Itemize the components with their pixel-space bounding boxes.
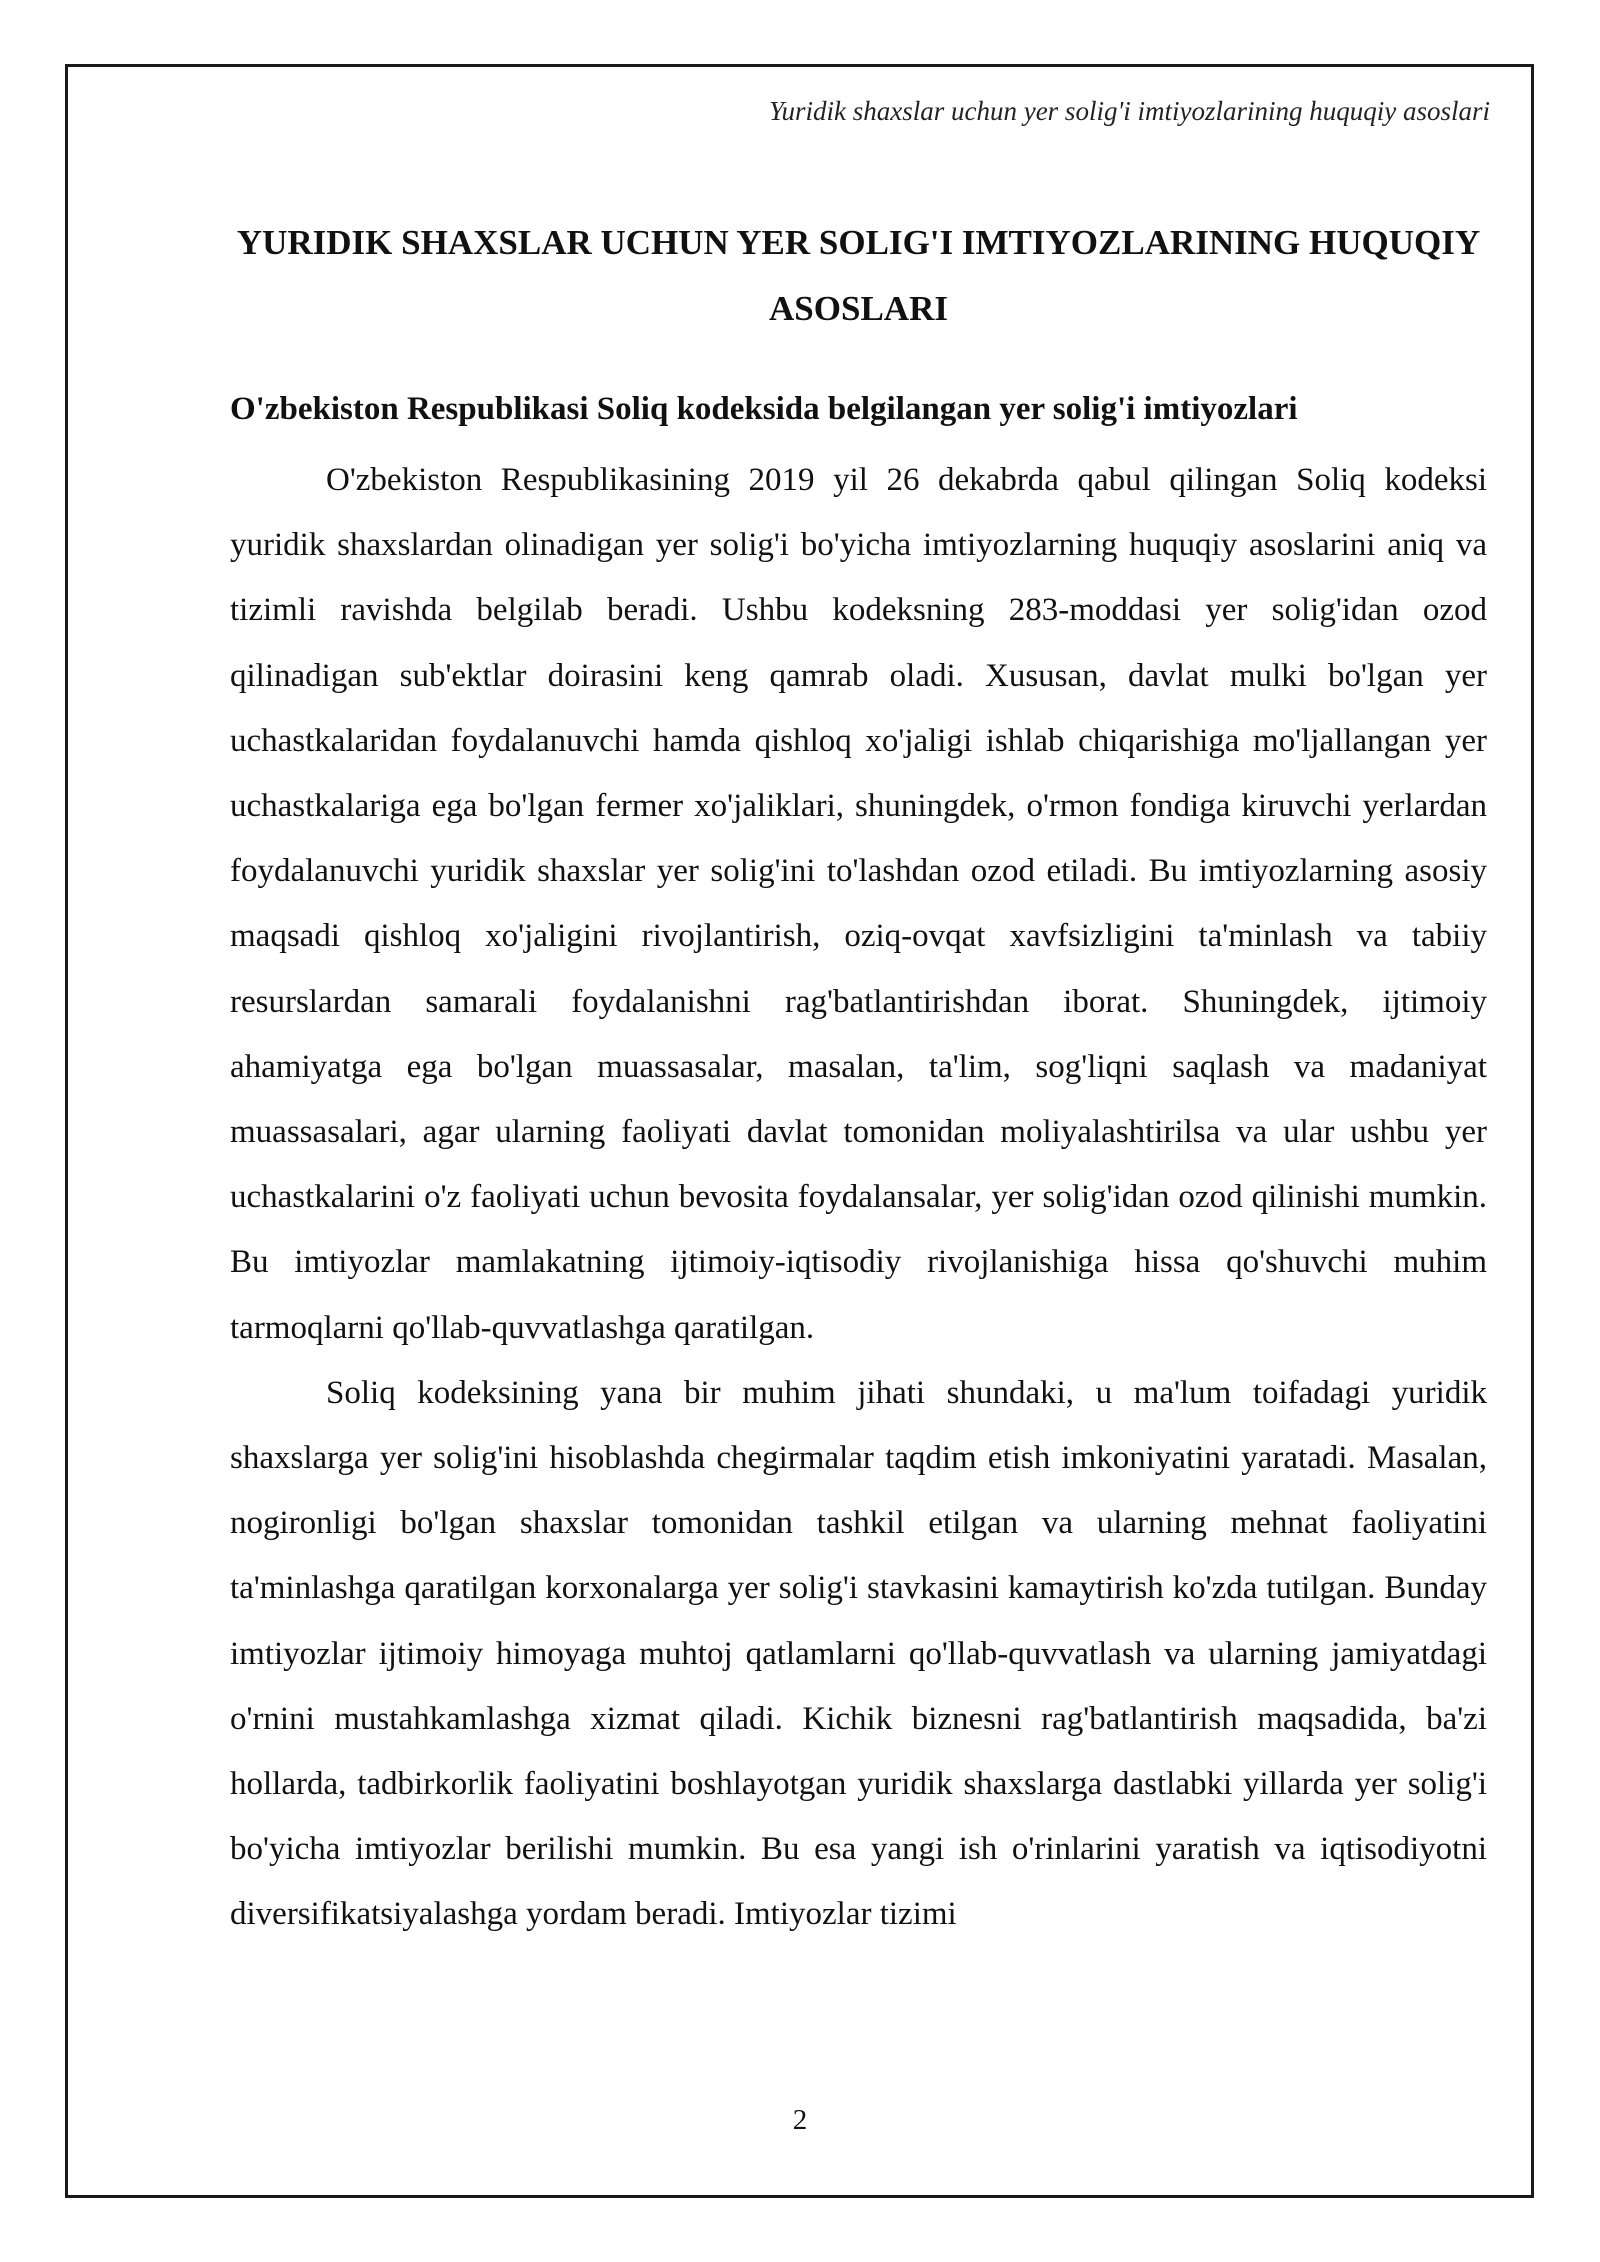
running-header: Yuridik shaxslar uchun yer solig'i imtiyozlarining huquqiy asoslari [768,96,1490,126]
document-body [230,210,1487,1948]
body-paragraph-1: O'zbekiston Respublikasining 2019 yil 26 dekabrda qabul qilingan Soliq kodeksi yuridik shaxslardan olinadigan yer solig'i bo'yicha imtiyozlarning huquqiy asoslarini aniq va tizimli ravishda belgilab beradi. Ushbu kodeksning 283-moddasi yer solig'idan ozod qilinadigan sub'ektlar doirasini keng qamrab oladi. Xususan, davlat mulki bo'lgan yer uchastkalaridan foydalanuvchi hamda qishloq xo'jaligi ishlab chiqarishiga mo'ljallangan yer uchastkalariga ega bo'lgan fermer xo'jaliklari, shuningdek, o'rmon fondiga kiruvchi yerlardan foydalanuvchi yuridik shaxslar yer solig'ini to'lashdan ozod etiladi. Bu imtiyozlarning asosiy maqsadi qishloq xo'jaligini rivojlantirish, oziq-ovqat xavfsizligini ta'minlash va tabiiy resurslardan samarali foydalanishni rag'batlantirishdan iborat. Shuningdek, ijtimoiy ahamiyatga ega bo'lgan muassasalar, masalan, ta'lim, sog'liqni saqlash va madaniyat muassasalari, agar ularning faoliyati davlat tomonidan moliyalashtirilsa va ular ushbu yer uchastkalarini o'z faoliyati uchun bevosita foydalansalar, yer solig'idan ozod qilinishi mumkin. Bu imtiyozlar mamlakatning ijtimoiy-iqtisodiy rivojlanishiga hissa qo'shuvchi muhim tarmoqlarni qo'llab-quvvatlashga qaratilgan. [230,462,1487,1346]
page-number: 2 [792,2104,808,2136]
section-heading: O'zbekiston Respublikasi Soliq kodeksida belgilangan yer solig'i imtiyozlari [230,391,1298,427]
body-paragraph-2: Soliq kodeksining yana bir muhim jihati shundaki, u ma'lum toifadagi yuridik shaxslarga yer solig'ini hisoblashda chegirmalar taqdim etish imkoniyatini yaratadi. Masalan, nogironligi bo'lgan shaxslar tomonidan tashkil etilgan va ularning mehnat faoliyatini ta'minlashga qaratilgan korxonalarga yer solig'i stavkasini kamaytirish ko'zda tutilgan. Bunday imtiyozlar ijtimoiy himoyaga muhtoj qatlamlarni qo'llab-quvvatlash va ularning jamiyatdagi o'rnini mustahkamlashga xizmat qiladi. Kichik biznesni rag'batlantirish maqsadida, ba'zi hollarda, tadbirkorlik faoliyatini boshlayotgan yuridik shaxslarga dastlabki yillarda yer solig'i bo'yicha imtiyozlar berilishi mumkin. Bu esa yangi ish o'rinlarini yaratish va iqtisodiyotni diversifikatsiyalashga yordam beradi. Imtiyozlar tizimi [230,1374,1487,1933]
document-title: YURIDIK SHAXSLAR UCHUN YER SOLIG'I IMTIYOZLARINING HUQUQIY ASOSLARI [236,223,1481,328]
